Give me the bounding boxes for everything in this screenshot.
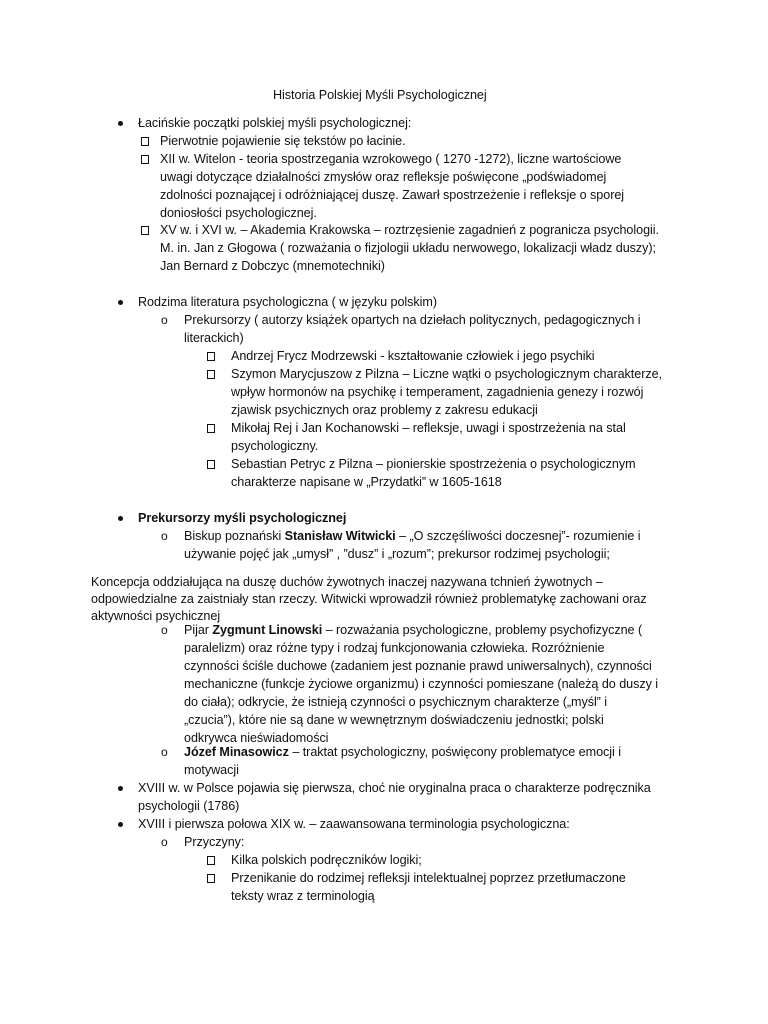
sub-item-cont: używanie pojęć jak „umysł” , ”dusz” i „rozum”; prekursor rodzimej psychologii;: [184, 547, 610, 561]
list-item: Mikołaj Rej i Jan Kochanowski – refleksje, uwagi i spostrzeżenia na stal: [231, 421, 626, 435]
sub-item-cont: odkrywca nieświadomości: [184, 731, 329, 745]
sub-item-cont: mechaniczne (funkcje życiowe organizmu) i czynności pomieszane (należą do duszy i: [184, 677, 659, 691]
list-item: Przenikanie do rodzimej refleksji intelektualnej poprzez przetłumaczone: [231, 871, 626, 885]
list-item-cont: M. in. Jan z Głogowa ( rozważania o fizjologii układu nerwowego, lokalizacji władz duszy);: [160, 241, 656, 255]
sub-item-cont: czynności ściśle duchowe (zadaniem jest poznanie prawd uniwersalnych), czynności: [184, 659, 652, 673]
checkbox-square-icon: [207, 352, 215, 361]
list-item: Szymon Marycjuszow z Pilzna – Liczne wątki o psychologicznym charakterze,: [231, 367, 663, 381]
sub-item-cont: „czucia”), które nie są dane w wewnętrznym doświadczeniu jednostki; polski: [184, 713, 604, 727]
checkbox-square-icon: [207, 856, 215, 865]
list-item-cont: zdolności poznającej i odróżniającej duszę. Zawarł spostrzeżenie i refleksje o sporej: [160, 188, 625, 202]
paragraph-line: odpowiedzialne za zaistniały stan rzeczy. Witwicki wprowadził również problematykę zachowani oraz: [91, 592, 647, 606]
checkbox-square-icon: [141, 226, 149, 235]
checkbox-square-icon: [207, 370, 215, 379]
text-run: – „O szczęśliwości doczesnej”- rozumienie i: [395, 529, 641, 543]
bullet-icon: [118, 121, 123, 126]
sub-item: [184, 621, 642, 639]
bullet-icon: [118, 786, 123, 791]
list-item: XVIII w. w Polsce pojawia się pierwsza, choć nie oryginalna praca o charakterze podręcznika: [138, 781, 651, 795]
sub-item-cont: paralelizm) oraz różne typy i rodzaj funkcjonowania człowieka. Rozróżnienie: [184, 641, 605, 655]
sub-item: Prekursorzy ( autorzy książek opartych na dziełach politycznych, pedagogicznych i: [184, 313, 641, 327]
bullet-icon: [118, 516, 123, 521]
circle-bullet-icon: o: [161, 313, 168, 327]
list-item-cont: psychologii (1786): [138, 799, 240, 813]
list-item: XVIII i pierwsza połowa XIX w. – zaawansowana terminologia psychologiczna:: [138, 817, 570, 831]
sub-item: [184, 527, 641, 545]
list-item: Pierwotnie pojawienie się tekstów po łacinie.: [160, 134, 406, 148]
person-name: Zygmunt Linowski: [212, 623, 323, 637]
list-item-cont: zjawisk psychicznych oraz problemy z zakresu edukacji: [231, 403, 538, 417]
checkbox-square-icon: [207, 460, 215, 469]
sub-item: [184, 743, 621, 761]
checkbox-square-icon: [207, 424, 215, 433]
bullet-icon: [118, 822, 123, 827]
checkbox-square-icon: [141, 137, 149, 146]
list-item: XV w. i XVI w. – Akademia Krakowska – roztrzęsienie zagadnień z pogranicza psychologii.: [160, 223, 659, 237]
list-item: XII w. Witelon - teoria spostrzegania wzrokowego ( 1270 -1272), liczne wartościowe: [160, 152, 622, 166]
list-item-cont: doniosłości psychologicznej.: [160, 206, 317, 220]
list-item-cont: psychologiczny.: [231, 439, 319, 453]
sub-item-cont: motywacji: [184, 763, 239, 777]
text-run: – rozważania psychologiczne, problemy psychofizyczne (: [322, 623, 643, 637]
list-item: Sebastian Petryc z Pilzna – pionierskie spostrzeżenia o psychologicznym: [231, 457, 636, 471]
list-item-cont: uwagi dotyczące działalności zmysłów oraz refleksje poświęcone „podświadomej: [160, 170, 607, 184]
circle-bullet-icon: o: [161, 529, 168, 543]
checkbox-square-icon: [141, 155, 149, 164]
circle-bullet-icon: o: [161, 623, 168, 637]
paragraph-line: Koncepcja oddziałująca na duszę duchów żywotnych inaczej nazywana tchnień żywotnych –: [91, 575, 603, 589]
list-item-cont: wpływ hormonów na psychikę i temperament, zagadnienia genezy i rozwój: [231, 385, 644, 399]
checkbox-square-icon: [207, 874, 215, 883]
person-name: Józef Minasowicz: [184, 745, 289, 759]
section-heading: Łacińskie początki polskiej myśli psychologicznej:: [138, 116, 412, 130]
sub-item: Przyczyny:: [184, 835, 245, 849]
list-item: Kilka polskich podręczników logiki;: [231, 853, 422, 867]
text-run: Biskup poznański: [184, 529, 285, 543]
text-run: – traktat psychologiczny, poświęcony problematyce emocji i: [288, 745, 621, 759]
section-heading: Rodzima literatura psychologiczna ( w języku polskim): [138, 295, 438, 309]
list-item-cont: charakterze napisane w „Przydatki” w 1605-1618: [231, 475, 502, 489]
list-item: Andrzej Frycz Modrzewski - kształtowanie człowiek i jego psychiki: [231, 349, 595, 363]
person-name: Stanisław Witwicki: [284, 529, 396, 543]
list-item-cont: Jan Bernard z Dobczyc (mnemotechniki): [160, 259, 385, 273]
sub-item-cont: do ciała); odkrycie, że istnieją czynności o psychicznym charakterze („myśl” i: [184, 695, 608, 709]
text-run: Pijar: [184, 623, 213, 637]
section-heading: Prekursorzy myśli psychologicznej: [138, 511, 347, 525]
page-title: Historia Polskiej Myśli Psychologicznej: [273, 88, 487, 102]
circle-bullet-icon: o: [161, 745, 168, 759]
paragraph-line: aktywności psychicznej: [91, 609, 221, 623]
list-item-cont: teksty wraz z terminologią: [231, 889, 375, 903]
bullet-icon: [118, 300, 123, 305]
sub-item-cont: literackich): [184, 331, 244, 345]
circle-bullet-icon: o: [161, 835, 168, 849]
